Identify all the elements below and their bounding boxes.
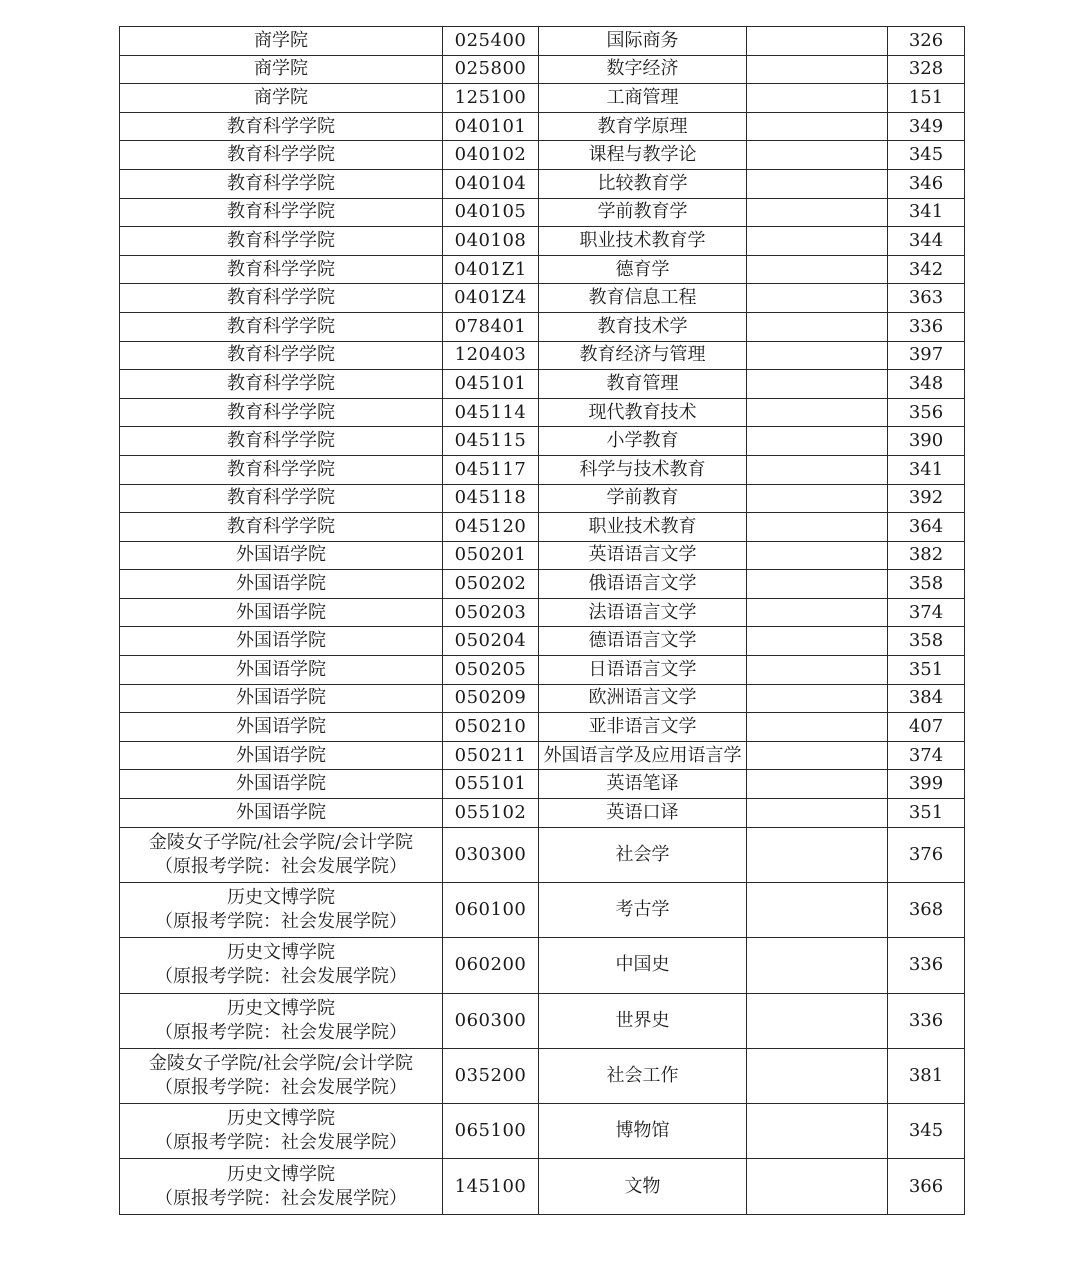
college-name: 金陵女子学院/社会学院/会计学院 — [148, 831, 414, 853]
table-row — [120, 455, 965, 484]
college-cell — [120, 312, 443, 341]
major-name-cell: 日语语言文学 — [539, 656, 747, 685]
college-name: 教育科学学院 — [227, 315, 335, 337]
major-code-cell: 040102 — [443, 141, 539, 170]
major-name-cell: 中国史 — [539, 938, 747, 993]
major-name-cell: 国际商务 — [539, 27, 747, 56]
college-original-note: （原报考学院：社会发展学院） — [155, 855, 407, 877]
note-cell — [747, 284, 888, 313]
college-cell — [120, 1159, 443, 1214]
major-name-cell: 亚非语言文学 — [539, 713, 747, 742]
score-cell: 356 — [888, 398, 965, 427]
score-cell: 364 — [888, 513, 965, 542]
score-cell: 390 — [888, 427, 965, 456]
college-cell — [120, 570, 443, 599]
college-original-note: （原报考学院：社会发展学院） — [155, 966, 407, 988]
major-code-cell: 120403 — [443, 341, 539, 370]
college-cell — [120, 882, 443, 937]
major-code-cell: 045115 — [443, 427, 539, 456]
college-name: 教育科学学院 — [227, 287, 335, 309]
college-name: 外国语学院 — [236, 630, 326, 652]
score-cell: 351 — [888, 656, 965, 685]
table-row — [120, 827, 965, 882]
table-row — [120, 312, 965, 341]
college-cell — [120, 84, 443, 113]
major-name-cell: 教育信息工程 — [539, 284, 747, 313]
score-cell: 349 — [888, 112, 965, 141]
major-code-cell: 050202 — [443, 570, 539, 599]
note-cell — [747, 541, 888, 570]
note-cell — [747, 484, 888, 513]
major-code-cell: 050205 — [443, 656, 539, 685]
note-cell — [747, 741, 888, 770]
score-cell: 374 — [888, 598, 965, 627]
note-cell — [747, 141, 888, 170]
score-cell: 341 — [888, 455, 965, 484]
college-name: 外国语学院 — [236, 601, 326, 623]
note-cell — [747, 827, 888, 882]
college-cell — [120, 370, 443, 399]
major-code-cell: 050211 — [443, 741, 539, 770]
college-name: 历史文博学院 — [227, 1163, 335, 1185]
major-code-cell: 045101 — [443, 370, 539, 399]
score-cell: 358 — [888, 627, 965, 656]
major-name-cell: 比较教育学 — [539, 169, 747, 198]
college-original-note: （原报考学院：社会发展学院） — [155, 1021, 407, 1043]
note-cell — [747, 627, 888, 656]
major-code-cell: 055102 — [443, 799, 539, 828]
major-code-cell: 040108 — [443, 227, 539, 256]
note-cell — [747, 570, 888, 599]
major-name-cell: 社会学 — [539, 827, 747, 882]
note-cell — [747, 27, 888, 56]
college-name: 历史文博学院 — [227, 887, 335, 909]
major-code-cell: 078401 — [443, 312, 539, 341]
major-name-cell: 数字经济 — [539, 55, 747, 84]
note-cell — [747, 656, 888, 685]
college-cell — [120, 1048, 443, 1103]
college-cell — [120, 656, 443, 685]
college-cell — [120, 627, 443, 656]
score-cell: 399 — [888, 770, 965, 799]
college-name: 外国语学院 — [236, 801, 326, 823]
major-code-cell: 045120 — [443, 513, 539, 542]
college-cell — [120, 684, 443, 713]
major-name-cell: 俄语语言文学 — [539, 570, 747, 599]
note-cell — [747, 427, 888, 456]
college-name: 商学院 — [254, 58, 308, 80]
table-row — [120, 570, 965, 599]
college-name: 外国语学院 — [236, 773, 326, 795]
table-row — [120, 255, 965, 284]
college-cell — [120, 513, 443, 542]
major-name-cell: 教育管理 — [539, 370, 747, 399]
college-name: 商学院 — [254, 29, 308, 51]
major-code-cell: 060200 — [443, 938, 539, 993]
college-cell — [120, 141, 443, 170]
major-name-cell: 学前教育 — [539, 484, 747, 513]
note-cell — [747, 770, 888, 799]
note-cell — [747, 84, 888, 113]
major-name-cell: 世界史 — [539, 993, 747, 1048]
score-cell: 384 — [888, 684, 965, 713]
note-cell — [747, 993, 888, 1048]
major-name-cell: 法语语言文学 — [539, 598, 747, 627]
score-cell: 363 — [888, 284, 965, 313]
table-row — [120, 627, 965, 656]
college-cell — [120, 27, 443, 56]
major-code-cell: 0401Z1 — [443, 255, 539, 284]
major-name-cell: 学前教育学 — [539, 198, 747, 227]
score-cell: 407 — [888, 713, 965, 742]
score-cell: 344 — [888, 227, 965, 256]
score-cell: 358 — [888, 570, 965, 599]
table-row — [120, 513, 965, 542]
college-original-note: （原报考学院：社会发展学院） — [155, 1187, 407, 1209]
table-row — [120, 1048, 965, 1103]
major-code-cell: 030300 — [443, 827, 539, 882]
major-name-cell: 教育经济与管理 — [539, 341, 747, 370]
college-name: 外国语学院 — [236, 573, 326, 595]
major-code-cell: 050209 — [443, 684, 539, 713]
table-row — [120, 882, 965, 937]
score-cell: 341 — [888, 198, 965, 227]
table-row — [120, 656, 965, 685]
table-row — [120, 398, 965, 427]
note-cell — [747, 112, 888, 141]
score-cell: 346 — [888, 169, 965, 198]
score-cell: 345 — [888, 1104, 965, 1159]
college-name: 教育科学学院 — [227, 201, 335, 223]
table-row — [120, 684, 965, 713]
note-cell — [747, 198, 888, 227]
score-cell: 336 — [888, 938, 965, 993]
major-name-cell: 英语语言文学 — [539, 541, 747, 570]
college-name: 教育科学学院 — [227, 144, 335, 166]
table-row — [120, 27, 965, 56]
score-cell: 376 — [888, 827, 965, 882]
table-row — [120, 55, 965, 84]
major-code-cell: 040101 — [443, 112, 539, 141]
college-cell — [120, 1104, 443, 1159]
note-cell — [747, 370, 888, 399]
major-code-cell: 050201 — [443, 541, 539, 570]
table-row — [120, 341, 965, 370]
college-name: 外国语学院 — [236, 544, 326, 566]
score-cell: 392 — [888, 484, 965, 513]
table-row — [120, 427, 965, 456]
table-row — [120, 370, 965, 399]
major-code-cell: 050204 — [443, 627, 539, 656]
note-cell — [747, 227, 888, 256]
college-cell — [120, 255, 443, 284]
major-code-cell: 040105 — [443, 198, 539, 227]
score-cell: 374 — [888, 741, 965, 770]
major-name-cell: 德语语言文学 — [539, 627, 747, 656]
table-row — [120, 198, 965, 227]
table-row — [120, 770, 965, 799]
table-row — [120, 169, 965, 198]
college-original-note: （原报考学院：社会发展学院） — [155, 1076, 407, 1098]
college-name: 教育科学学院 — [227, 258, 335, 280]
table-row — [120, 484, 965, 513]
college-cell — [120, 827, 443, 882]
note-cell — [747, 713, 888, 742]
major-name-cell: 职业技术教育学 — [539, 227, 747, 256]
table-row — [120, 141, 965, 170]
table-row — [120, 541, 965, 570]
score-cell: 336 — [888, 993, 965, 1048]
college-cell — [120, 55, 443, 84]
score-cell: 345 — [888, 141, 965, 170]
note-cell — [747, 341, 888, 370]
note-cell — [747, 55, 888, 84]
major-code-cell: 060100 — [443, 882, 539, 937]
note-cell — [747, 598, 888, 627]
college-cell — [120, 541, 443, 570]
score-cell: 348 — [888, 370, 965, 399]
note-cell — [747, 799, 888, 828]
major-name-cell: 课程与教学论 — [539, 141, 747, 170]
note-cell — [747, 455, 888, 484]
college-name: 教育科学学院 — [227, 487, 335, 509]
major-code-cell: 055101 — [443, 770, 539, 799]
college-name: 教育科学学院 — [227, 515, 335, 537]
college-name: 外国语学院 — [236, 716, 326, 738]
major-name-cell: 文物 — [539, 1159, 747, 1214]
major-name-cell: 博物馆 — [539, 1104, 747, 1159]
major-name-cell: 职业技术教育 — [539, 513, 747, 542]
score-cell: 328 — [888, 55, 965, 84]
score-cell: 368 — [888, 882, 965, 937]
college-cell — [120, 938, 443, 993]
college-cell — [120, 198, 443, 227]
table-row — [120, 112, 965, 141]
college-cell — [120, 341, 443, 370]
table-row — [120, 284, 965, 313]
major-name-cell: 考古学 — [539, 882, 747, 937]
college-name: 历史文博学院 — [227, 942, 335, 964]
score-table — [119, 26, 965, 1215]
major-name-cell: 外国语言学及应用语言学 — [539, 741, 747, 770]
table-row — [120, 227, 965, 256]
table-row — [120, 938, 965, 993]
college-cell — [120, 741, 443, 770]
major-code-cell: 065100 — [443, 1104, 539, 1159]
table-body — [120, 27, 965, 1215]
college-name: 教育科学学院 — [227, 401, 335, 423]
score-cell: 381 — [888, 1048, 965, 1103]
major-name-cell: 教育学原理 — [539, 112, 747, 141]
college-name: 教育科学学院 — [227, 172, 335, 194]
score-cell: 366 — [888, 1159, 965, 1214]
table-row — [120, 713, 965, 742]
college-name: 教育科学学院 — [227, 344, 335, 366]
score-cell: 151 — [888, 84, 965, 113]
major-code-cell: 125100 — [443, 84, 539, 113]
major-name-cell: 英语笔译 — [539, 770, 747, 799]
major-name-cell: 社会工作 — [539, 1048, 747, 1103]
college-original-note: （原报考学院：社会发展学院） — [155, 1132, 407, 1154]
major-name-cell: 英语口译 — [539, 799, 747, 828]
score-cell: 326 — [888, 27, 965, 56]
table-row — [120, 84, 965, 113]
note-cell — [747, 1159, 888, 1214]
note-cell — [747, 312, 888, 341]
college-name: 教育科学学院 — [227, 372, 335, 394]
college-cell — [120, 598, 443, 627]
major-name-cell: 工商管理 — [539, 84, 747, 113]
major-code-cell: 045118 — [443, 484, 539, 513]
college-name: 外国语学院 — [236, 687, 326, 709]
table-row — [120, 993, 965, 1048]
score-cell: 382 — [888, 541, 965, 570]
college-cell — [120, 484, 443, 513]
college-cell — [120, 169, 443, 198]
major-name-cell: 现代教育技术 — [539, 398, 747, 427]
college-name: 教育科学学院 — [227, 458, 335, 480]
major-name-cell: 小学教育 — [539, 427, 747, 456]
score-cell: 342 — [888, 255, 965, 284]
major-code-cell: 025400 — [443, 27, 539, 56]
college-cell — [120, 227, 443, 256]
major-code-cell: 045114 — [443, 398, 539, 427]
note-cell — [747, 255, 888, 284]
college-name: 外国语学院 — [236, 658, 326, 680]
college-cell — [120, 770, 443, 799]
table-row — [120, 741, 965, 770]
major-code-cell: 045117 — [443, 455, 539, 484]
table-row — [120, 799, 965, 828]
major-code-cell: 050210 — [443, 713, 539, 742]
college-name: 外国语学院 — [236, 744, 326, 766]
college-cell — [120, 799, 443, 828]
note-cell — [747, 513, 888, 542]
major-code-cell: 0401Z4 — [443, 284, 539, 313]
college-name: 教育科学学院 — [227, 229, 335, 251]
major-name-cell: 教育技术学 — [539, 312, 747, 341]
major-name-cell: 欧洲语言文学 — [539, 684, 747, 713]
major-code-cell: 025800 — [443, 55, 539, 84]
major-name-cell: 科学与技术教育 — [539, 455, 747, 484]
college-name: 历史文博学院 — [227, 997, 335, 1019]
major-code-cell: 035200 — [443, 1048, 539, 1103]
table-row — [120, 1104, 965, 1159]
college-cell — [120, 284, 443, 313]
note-cell — [747, 938, 888, 993]
note-cell — [747, 1048, 888, 1103]
major-code-cell: 040104 — [443, 169, 539, 198]
table-row — [120, 1159, 965, 1214]
table-row — [120, 598, 965, 627]
college-name: 教育科学学院 — [227, 115, 335, 137]
major-code-cell: 050203 — [443, 598, 539, 627]
college-cell — [120, 455, 443, 484]
note-cell — [747, 882, 888, 937]
note-cell — [747, 169, 888, 198]
college-name: 商学院 — [254, 86, 308, 108]
major-name-cell: 德育学 — [539, 255, 747, 284]
note-cell — [747, 684, 888, 713]
college-name: 教育科学学院 — [227, 430, 335, 452]
college-cell — [120, 993, 443, 1048]
college-cell — [120, 398, 443, 427]
college-cell — [120, 112, 443, 141]
college-cell — [120, 427, 443, 456]
score-cell: 397 — [888, 341, 965, 370]
major-code-cell: 145100 — [443, 1159, 539, 1214]
score-cell: 351 — [888, 799, 965, 828]
college-cell — [120, 713, 443, 742]
score-cell: 336 — [888, 312, 965, 341]
major-code-cell: 060300 — [443, 993, 539, 1048]
note-cell — [747, 398, 888, 427]
college-original-note: （原报考学院：社会发展学院） — [155, 911, 407, 933]
college-name: 金陵女子学院/社会学院/会计学院 — [148, 1052, 414, 1074]
college-name: 历史文博学院 — [227, 1108, 335, 1130]
note-cell — [747, 1104, 888, 1159]
